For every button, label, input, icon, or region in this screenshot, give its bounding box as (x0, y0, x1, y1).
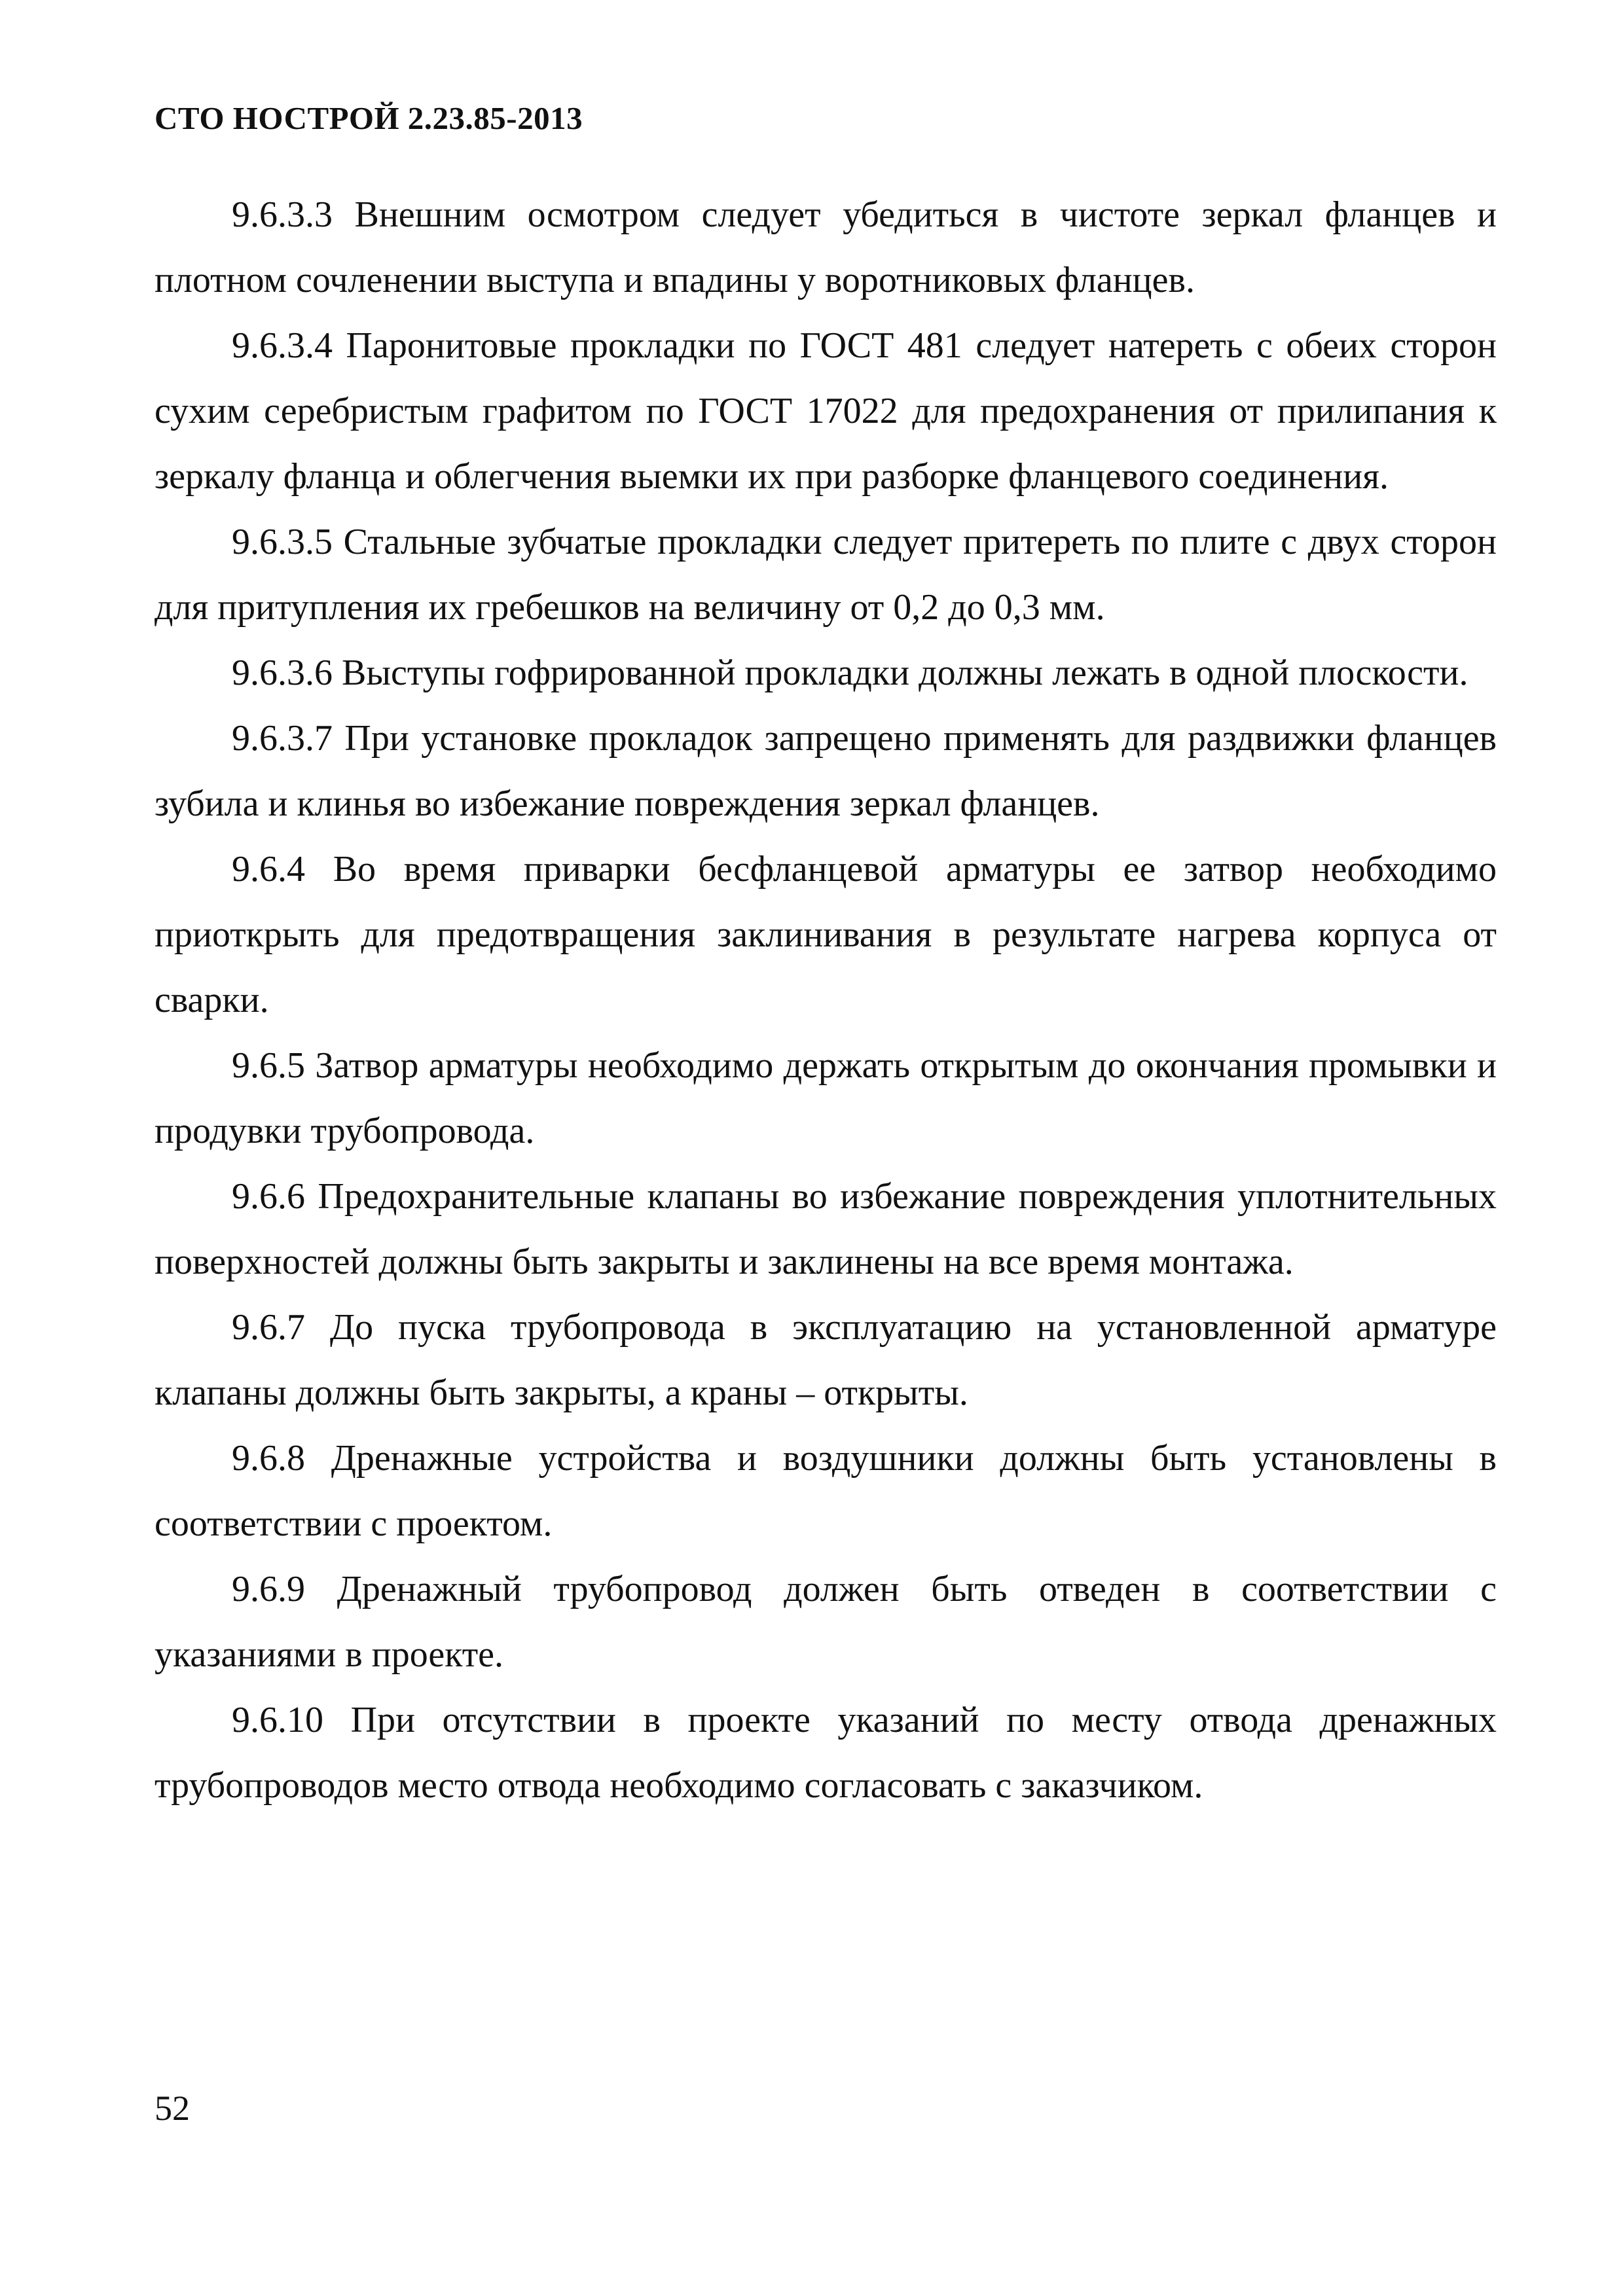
paragraph-text: При установке прокладок запрещено применять для раздвижки фланцев зубила и клинья во избежание повреждения зеркал фланцев. (155, 718, 1497, 824)
paragraph-text: Выступы гофрированной прокладки должны лежать в одной плоскости. (342, 653, 1468, 693)
paragraph-number: 9.6.4 (232, 849, 305, 889)
document-header: СТО НОСТРОЙ 2.23.85-2013 (155, 100, 583, 136)
paragraph-9-6-5 (155, 1033, 1497, 1164)
paragraph-9-6-8 (155, 1426, 1497, 1556)
paragraph-9-6-10 (155, 1687, 1497, 1818)
paragraph-text: До пуска трубопровода в эксплуатацию на установленной арматуре клапаны должны быть закрыты, а краны – открыты. (155, 1307, 1497, 1413)
paragraph-number: 9.6.3.6 (232, 653, 333, 693)
document-body (155, 182, 1497, 1818)
paragraph-text: Во время приварки бесфланцевой арматуры ее затвор необходимо приоткрыть для предотвращения заклинивания в результате нагрева корпуса от сварки. (155, 849, 1497, 1020)
paragraph-number: 9.6.3.5 (232, 522, 333, 562)
paragraph-number: 9.6.3.3 (232, 194, 333, 235)
paragraph-number: 9.6.10 (232, 1700, 323, 1740)
paragraph-9-6-9 (155, 1556, 1497, 1687)
paragraph-9-6-3-4 (155, 313, 1497, 509)
paragraph-number: 9.6.8 (232, 1438, 305, 1479)
paragraph-9-6-3-6 (155, 640, 1497, 706)
paragraph-text: Стальные зубчатые прокладки следует притереть по плите с двух сторон для притупления их гребешков на величину от 0,2 до 0,3 мм. (155, 522, 1497, 628)
paragraph-text: Дренажный трубопровод должен быть отведен в соответствии с указаниями в проекте. (155, 1569, 1497, 1675)
paragraph-text: Предохранительные клапаны во избежание повреждения уплотнительных поверхностей должны быть закрыты и заклинены на все время монтажа. (155, 1176, 1497, 1282)
paragraph-text: При отсутствии в проекте указаний по месту отвода дренажных трубопроводов место отвода необходимо согласовать с заказчиком. (155, 1700, 1497, 1806)
paragraph-number: 9.6.6 (232, 1176, 305, 1217)
paragraph-9-6-6 (155, 1164, 1497, 1295)
paragraph-number: 9.6.7 (232, 1307, 305, 1348)
paragraph-text: Паронитовые прокладки по ГОСТ 481 следует натереть с обеих сторон сухим серебристым графитом по ГОСТ 17022 для предохранения от прилипания к зеркалу фланца и облегчения выемки их при разборке фланцевого соединения. (155, 325, 1497, 497)
paragraph-text: Дренажные устройства и воздушники должны быть установлены в соответствии с проектом. (155, 1438, 1497, 1544)
paragraph-9-6-4 (155, 836, 1497, 1033)
paragraph-9-6-3-5 (155, 509, 1497, 640)
paragraph-number: 9.6.5 (232, 1045, 305, 1086)
paragraph-9-6-7 (155, 1295, 1497, 1426)
paragraph-text: Внешним осмотром следует убедиться в чистоте зеркал фланцев и плотном сочленении выступа и впадины у воротниковых фланцев. (155, 194, 1497, 300)
paragraph-number: 9.6.3.4 (232, 325, 333, 366)
paragraph-number: 9.6.9 (232, 1569, 305, 1609)
paragraph-9-6-3-7 (155, 706, 1497, 836)
paragraph-9-6-3-3 (155, 182, 1497, 313)
paragraph-number: 9.6.3.7 (232, 718, 333, 759)
paragraph-text: Затвор арматуры необходимо держать открытым до окончания промывки и продувки трубопровода. (155, 1045, 1497, 1151)
page-number: 52 (155, 2089, 190, 2128)
